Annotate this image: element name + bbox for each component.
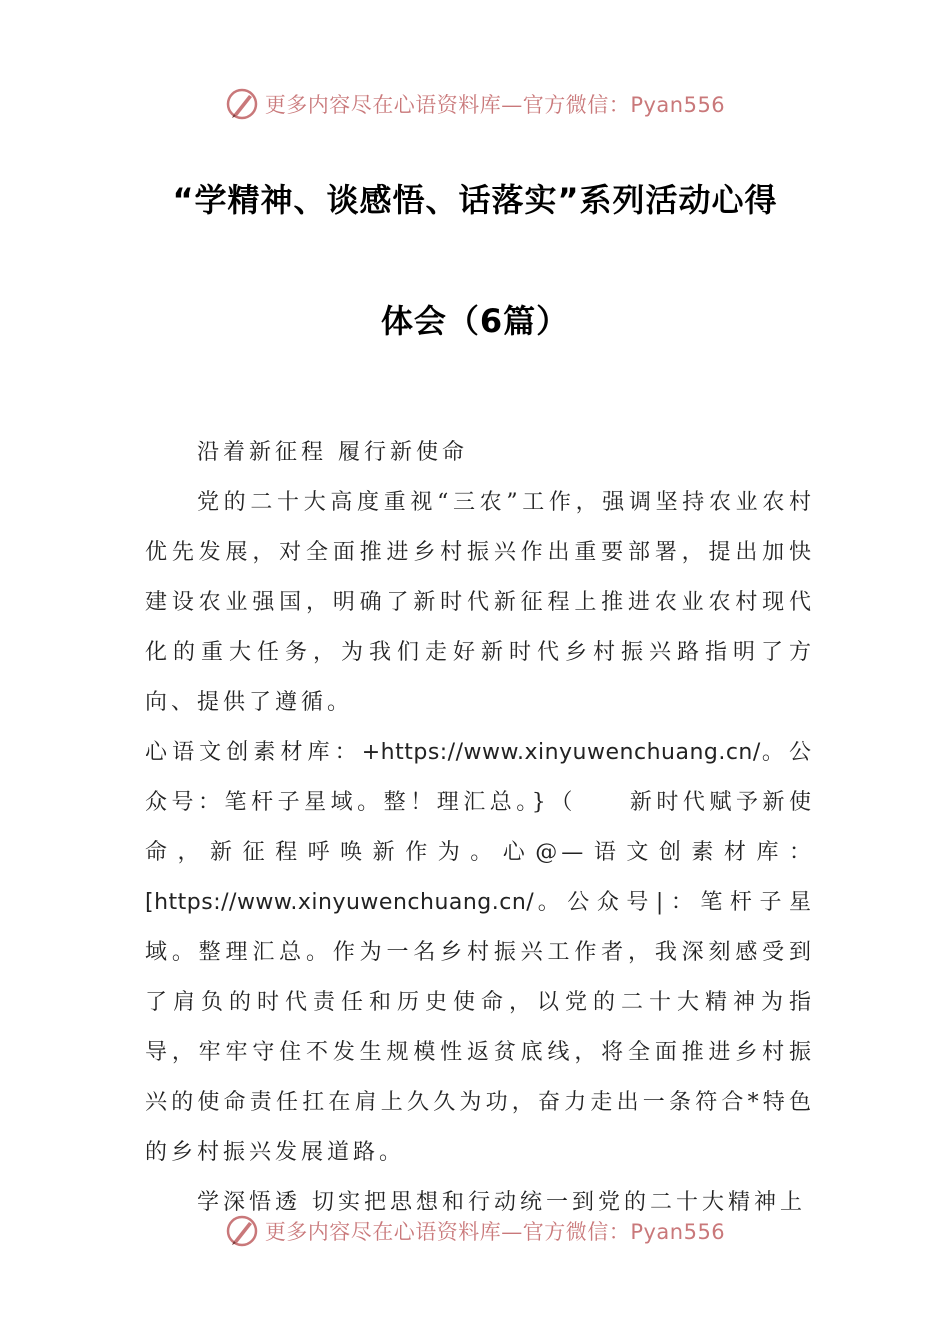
section-heading: 学深悟透 切实把思想和行动统一到党的二十大精神上 (197, 1190, 806, 1215)
pen-circle-icon (225, 1214, 259, 1248)
paragraph: 党的二十大高度重视“三农”工作，强调坚持农业农村优先发展，对全面推进乡村振兴作出重要部署，提出加快建设农业强国，明确了新时代新征程上推进农业农村现代化的重大任务，为我们走好新时代乡村振兴路指明了方向、提供了遵循。 (145, 490, 815, 715)
document-title-line1: “学精神、谈感悟、话落实”系列活动心得 (172, 181, 778, 219)
pen-circle-icon (225, 87, 259, 121)
paragraph: 心语文创素材库：+https://www.xinyuwenchuang.cn/。公众号：笔杆子星域。整！理汇总。}（ 新时代赋予新使命，新征程呼唤新作为。心@—语文创素材库：[https://www.xinyuwenchuang.cn/。公众号|：笔杆子星域。整理汇总。作为一名乡村振兴工作者，我深刻感受到了肩负的时代责任和历史使命，以党的二十大精神为指导，牢牢守住不发生规模性返贫底线，将全面推进乡村振兴的使命责任扛在肩上久久为功，奋力走出一条符合*特色的乡村振兴发展道路。 (145, 740, 815, 1165)
header-watermark (0, 84, 950, 124)
footer-watermark (0, 1211, 950, 1251)
section-heading: 沿着新征程 履行新使命 (197, 440, 468, 465)
wechat-id: Pyan556 (630, 93, 726, 117)
document-title-line2: 体会（6篇） (380, 302, 570, 340)
watermark-text: 更多内容尽在心语资料库—官方微信：Pyan556 (264, 93, 726, 117)
document-body (145, 428, 815, 1228)
wechat-id: Pyan556 (630, 1220, 726, 1244)
watermark-text: 更多内容尽在心语资料库—官方微信：Pyan556 (264, 1220, 726, 1244)
